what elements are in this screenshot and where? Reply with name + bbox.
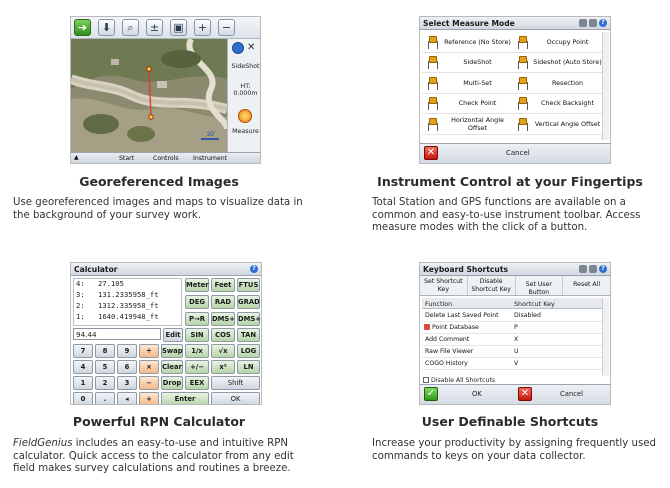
table-row[interactable]: [422, 346, 604, 358]
column-shortcut-key: Shortcut Key: [514, 300, 555, 308]
mode-vertical-angle-offset[interactable]: [512, 114, 602, 134]
shift-key[interactable]: Shift: [211, 376, 260, 390]
mode-label: Resection: [551, 78, 584, 87]
swap-key[interactable]: Swap: [161, 344, 183, 358]
dms-plus-key-2[interactable]: DMS+: [237, 312, 260, 326]
table-row[interactable]: [422, 358, 604, 370]
table-header: [422, 298, 604, 309]
calc-entry-field[interactable]: 94.44: [73, 328, 161, 340]
window-title: [420, 263, 610, 276]
row-function: Delete Last Saved Point: [425, 312, 499, 319]
calc-stack: [73, 278, 182, 326]
key-5[interactable]: 5: [95, 360, 115, 374]
cancel-x-icon[interactable]: ✕: [424, 146, 438, 160]
drop-key[interactable]: Drop: [161, 376, 183, 390]
stack-value: 131.2335958_ft: [98, 290, 159, 299]
key-1[interactable]: 1: [73, 376, 93, 390]
key-7[interactable]: 7: [73, 344, 93, 358]
cancel-button[interactable]: Cancel: [506, 149, 530, 157]
rad-key[interactable]: RAD: [211, 295, 235, 309]
tripod-icon: [424, 116, 440, 132]
stack-index: 4:: [76, 279, 85, 288]
height-label[interactable]: HT: 0.000m: [233, 83, 258, 97]
reciprocal-key[interactable]: 1/x: [185, 344, 209, 358]
ok-button[interactable]: OK: [472, 390, 482, 398]
card-user-shortcuts: [355, 260, 665, 480]
disable-all-label: Disable All Shortcuts: [430, 377, 496, 384]
mode-sideshot[interactable]: [422, 53, 512, 73]
mode-label: Reference (No Store): [444, 37, 511, 46]
map-screenshot: [70, 16, 261, 164]
zoom-icon[interactable]: ⌕: [122, 19, 139, 36]
deg-key[interactable]: DEG: [185, 295, 209, 309]
stack-row: [74, 290, 181, 301]
dms-plus-key[interactable]: DMS+: [211, 312, 235, 326]
measure-mode-grid: [422, 32, 602, 135]
mode-multi-set[interactable]: [422, 73, 512, 93]
plus-minus-key[interactable]: +/−: [185, 360, 209, 374]
zoom-out-icon[interactable]: −: [218, 19, 235, 36]
plus-key[interactable]: +: [139, 392, 159, 405]
cancel-x-icon[interactable]: ✕: [518, 387, 532, 401]
card-rpn-calculator: [4, 260, 314, 480]
mode-occupy-point[interactable]: [512, 32, 602, 52]
square-key[interactable]: x²: [211, 360, 235, 374]
card-heading: Georeferenced Images: [79, 174, 239, 189]
clear-key[interactable]: Clear: [161, 360, 183, 374]
controls-button[interactable]: Controls: [153, 155, 179, 162]
scale-label: 20': [207, 132, 215, 138]
stack-index: 1:: [76, 312, 85, 321]
description-text: includes an easy-to-use and intuitive RPN calculator. Quick access to the calculator from any edit field makes survey calculations and routines a breeze.: [13, 438, 294, 474]
feet-key[interactable]: Feet: [211, 278, 235, 292]
aerial-image: [71, 39, 227, 153]
stack-value: 27.105: [98, 279, 124, 288]
table-row[interactable]: [422, 322, 604, 334]
minimize-icon[interactable]: [579, 265, 587, 273]
key-2[interactable]: 2: [95, 376, 115, 390]
zoom-minus-icon[interactable]: ±: [146, 19, 163, 36]
measure-mode-row: [422, 32, 602, 53]
gps-icon[interactable]: [232, 42, 244, 54]
shortcut-toolbar: [420, 276, 610, 296]
mode-reference[interactable]: [422, 32, 512, 52]
mode-label: Occupy Point: [546, 37, 589, 46]
log-key[interactable]: LOG: [237, 344, 260, 358]
set-shortcut-key-button[interactable]: Set Shortcut Key: [420, 276, 468, 295]
row-function: Raw File Viewer: [425, 348, 474, 355]
meter-key[interactable]: Meter: [185, 278, 209, 292]
measure-icon[interactable]: [238, 109, 252, 123]
stack-index: 2:: [76, 301, 85, 310]
column-function: Function: [425, 300, 453, 308]
window-title: [71, 263, 261, 276]
row-function: COGO History: [425, 360, 468, 367]
help-icon[interactable]: ?: [250, 265, 258, 273]
tan-key[interactable]: TAN: [237, 328, 260, 342]
reset-all-button[interactable]: Reset All: [573, 281, 601, 288]
stack-value: 1312.335958_ft: [98, 301, 159, 310]
tripod-icon: [514, 54, 530, 70]
mode-label: Sideshot (Auto Store): [533, 58, 602, 67]
edit-key[interactable]: Edit: [163, 328, 183, 342]
map-bottom-bar: [71, 152, 260, 163]
card-instrument-control: [355, 6, 665, 236]
minimize-icon[interactable]: [579, 19, 587, 27]
sideshot-label[interactable]: SideShot: [231, 63, 260, 70]
shortcuts-footer: [420, 384, 610, 404]
card-heading: Instrument Control at your Fingertips: [377, 174, 643, 189]
ok-check-icon[interactable]: ✓: [424, 387, 438, 401]
window-title: [420, 17, 610, 30]
card-heading: Powerful RPN Calculator: [72, 414, 246, 429]
tripod-icon: [424, 95, 440, 111]
measure-mode-row: [422, 73, 602, 94]
measure-mode-row: [422, 114, 602, 135]
divide-key[interactable]: ÷: [139, 344, 159, 358]
key-4[interactable]: 4: [73, 360, 93, 374]
table-row[interactable]: [422, 334, 604, 346]
mode-label: Vertical Angle Offset: [534, 119, 601, 128]
checkbox-icon[interactable]: [423, 377, 429, 383]
card-description: Use georeferenced images and maps to visualize data in the background of your survey work.: [13, 197, 303, 221]
multiply-key[interactable]: ×: [139, 360, 159, 374]
enter-key[interactable]: Enter: [161, 392, 209, 405]
disable-shortcut-key-button[interactable]: Disable Shortcut Key: [468, 276, 516, 295]
vertical-scrollbar[interactable]: [602, 298, 609, 376]
measure-footer: [420, 143, 610, 163]
key-0[interactable]: 0: [73, 392, 93, 405]
tripod-icon: [424, 34, 440, 50]
tripod-icon: [424, 75, 440, 91]
card-heading: User Definable Shortcuts: [421, 414, 599, 429]
keyboard-icon[interactable]: [589, 19, 597, 27]
stack-value: 1640.419948_ft: [98, 312, 159, 321]
satellite-icon[interactable]: ✕: [247, 42, 256, 53]
window-title-text: Keyboard Shortcuts: [423, 265, 508, 274]
mode-sideshot-auto[interactable]: [512, 53, 602, 73]
tripod-icon: [514, 34, 530, 50]
set-user-button[interactable]: Set User Button: [516, 276, 564, 295]
tripod-icon: [424, 54, 440, 70]
measure-label[interactable]: Measure: [232, 128, 259, 135]
sin-key[interactable]: SIN: [185, 328, 209, 342]
row-shortcut: U: [514, 348, 519, 355]
product-name: FieldGenius: [13, 438, 73, 449]
mode-label: Horizontal Angle Offset: [451, 115, 504, 132]
cos-key[interactable]: COS: [211, 328, 235, 342]
key-3[interactable]: 3: [117, 376, 137, 390]
help-icon[interactable]: ?: [599, 265, 607, 273]
shortcuts-screenshot: [419, 262, 611, 405]
mode-label: Check Backsight: [541, 99, 594, 108]
tripod-icon: [514, 95, 530, 111]
backspace-key[interactable]: ◂: [117, 392, 137, 405]
eex-key[interactable]: EEX: [185, 376, 209, 390]
stack-index: 3:: [76, 290, 85, 299]
card-description: Increase your productivity by assigning frequently used commands to keys on your data collector.: [372, 438, 657, 462]
ok-key[interactable]: OK: [211, 392, 260, 405]
key-6[interactable]: 6: [117, 360, 137, 374]
mode-label: Multi-Set: [463, 78, 492, 87]
mode-label: Check Point: [458, 99, 497, 108]
map-side-panel: [227, 39, 261, 153]
keyboard-icon[interactable]: [589, 265, 597, 273]
measure-mode-row: [422, 94, 602, 115]
row-function: Add Comment: [425, 336, 470, 343]
cancel-button[interactable]: Cancel: [560, 390, 584, 398]
window-title-text: Select Measure Mode: [423, 19, 515, 28]
row-shortcut: P: [514, 324, 518, 331]
zoom-plus-icon[interactable]: +: [194, 19, 211, 36]
card-description: Total Station and GPS functions are available on a common and easy-to-use instrument toolbar. Access measure modes with the click of a button.: [372, 197, 641, 233]
row-shortcut: Disabled: [514, 312, 541, 319]
grad-key[interactable]: GRAD: [237, 295, 260, 309]
vertical-scrollbar[interactable]: [602, 32, 609, 140]
decimal-key[interactable]: .: [95, 392, 115, 405]
measure-mode-screenshot: [419, 16, 611, 164]
zoom-window-icon[interactable]: ▣: [170, 19, 187, 36]
card-description: [13, 438, 313, 476]
stack-row: [74, 312, 181, 323]
row-shortcut: X: [514, 336, 519, 343]
row-function: Point Database: [432, 324, 479, 331]
stack-row: [74, 279, 181, 290]
card-georeferenced-images: [4, 6, 314, 221]
mode-resection[interactable]: [512, 73, 602, 93]
mode-check-point[interactable]: [422, 94, 512, 114]
sqrt-key[interactable]: √x: [211, 344, 235, 358]
ln-key[interactable]: LN: [237, 360, 260, 374]
polar-rect-key[interactable]: P→R: [185, 312, 209, 326]
row-shortcut: V: [514, 360, 519, 367]
start-button[interactable]: Start: [119, 155, 135, 162]
key-8[interactable]: 8: [95, 344, 115, 358]
mode-check-backsight[interactable]: [512, 94, 602, 114]
disable-all-checkbox[interactable]: [423, 377, 495, 384]
minus-key[interactable]: −: [139, 376, 159, 390]
instrument-button[interactable]: Instrument: [193, 155, 228, 162]
measure-mode-row: [422, 53, 602, 74]
ftus-key[interactable]: FTUS: [237, 278, 260, 292]
tripod-icon: [514, 116, 530, 132]
window-title-text: Calculator: [74, 265, 118, 274]
stack-row: [74, 301, 181, 312]
exit-green-icon[interactable]: ➔: [74, 19, 91, 36]
mode-horizontal-angle-offset[interactable]: [422, 114, 512, 134]
help-icon[interactable]: ?: [599, 19, 607, 27]
tripod-icon: [514, 75, 530, 91]
download-icon[interactable]: ⬇: [98, 19, 115, 36]
map-toolbar: [71, 17, 260, 39]
mode-label: SideShot: [463, 58, 492, 67]
table-row[interactable]: [422, 310, 604, 322]
aerial-map[interactable]: [71, 39, 227, 153]
triangle-up-icon[interactable]: ▲: [74, 154, 79, 161]
key-9[interactable]: 9: [117, 344, 137, 358]
database-icon: [424, 324, 430, 330]
calculator-screenshot: [70, 262, 262, 405]
